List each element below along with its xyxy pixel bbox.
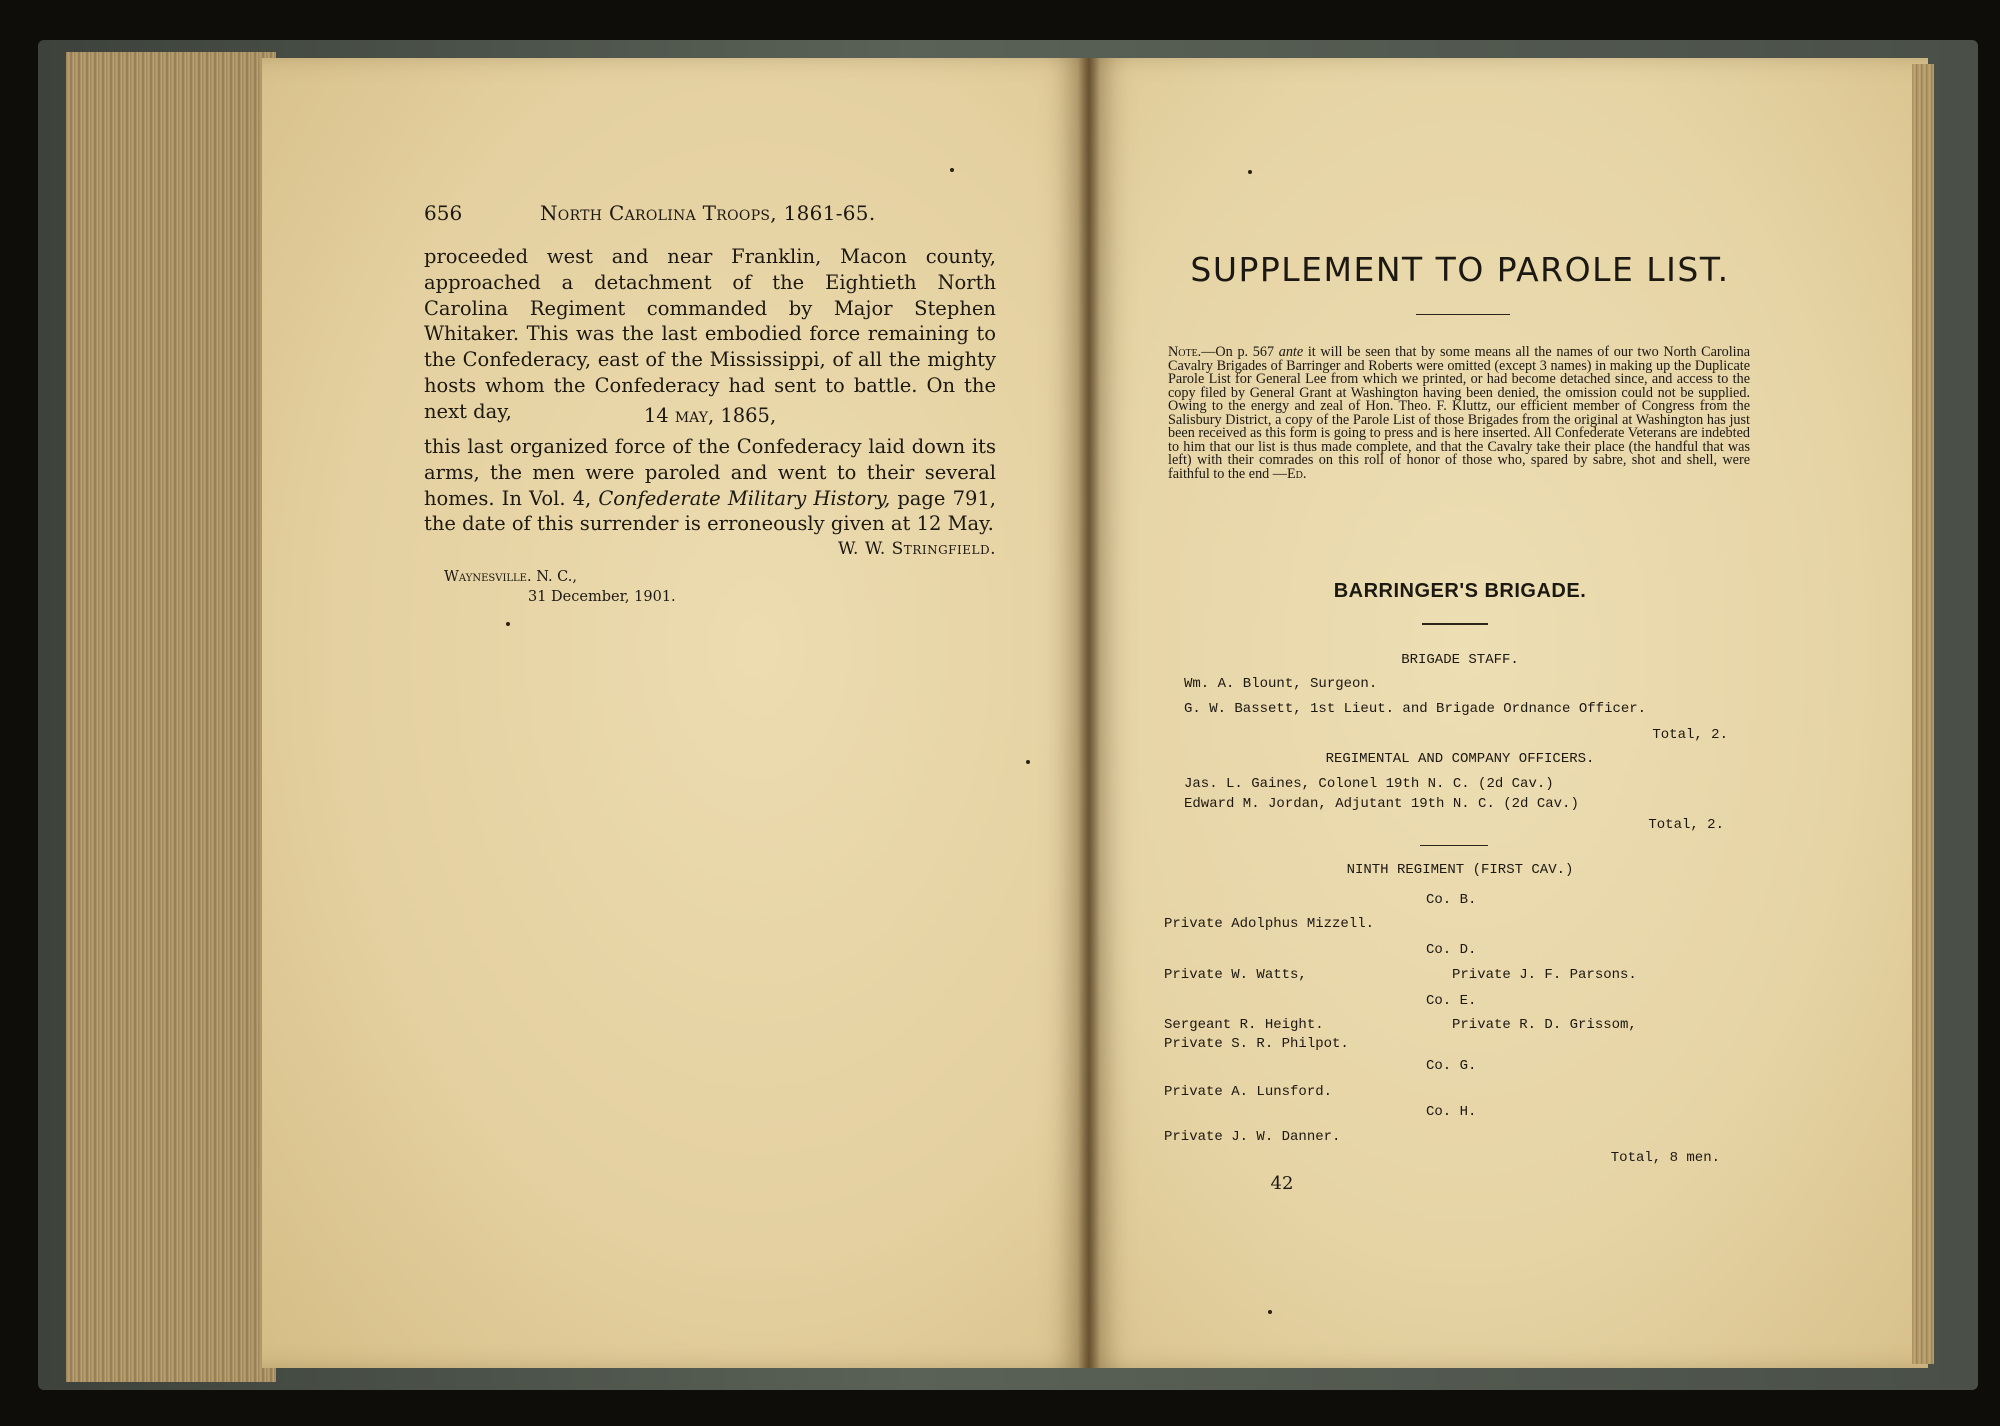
staff-line-2: G. W. Bassett, 1st Lieut. and Brigade Ordnance Officer. [1184, 701, 1647, 717]
co-b-private: Private Adolphus Mizzell. [1164, 916, 1375, 932]
left-paragraph-1: proceeded west and near Franklin, Macon county, approached a detachment of the Eightieth North Carolina Regiment commanded by Major Stephen Whitaker. This was the last embodied force remaining to the Confederacy, east of the Mississippi, of all the mighty hosts whom the Confederacy had sent to battle. On the next day, [424, 245, 996, 423]
note-label: Note. [1168, 344, 1202, 360]
ninth-regiment-heading: NINTH REGIMENT (FIRST CAV.) [1346, 862, 1574, 878]
paragraph-2-text-end: page 791, the date of this surrender is erroneously given at 12 May. [424, 486, 997, 536]
note-text-1: —On p. 567 [1201, 344, 1279, 360]
co-e-sergeant: Sergeant R. Height. [1164, 1017, 1324, 1033]
paragraph-2-text: this last organized force of the Confederacy laid down its arms, the men were paroled and went to their several homes. In Vol. 4, [424, 435, 996, 510]
left-paragraph-2 [424, 434, 996, 537]
ink-speck [950, 168, 954, 172]
signature: W. W. Stringfield. [838, 539, 996, 559]
signature-place: Waynesville. N. C., [444, 569, 577, 585]
title-rule [1416, 314, 1510, 315]
regiment-rule [1420, 845, 1488, 846]
co-e-private-left: Private S. R. Philpot. [1164, 1036, 1349, 1052]
co-d-private-left: Private W. Watts, [1164, 967, 1307, 983]
regimental-line-2: Edward M. Jordan, Adjutant 19th N. C. (2d Cav.) [1184, 796, 1579, 812]
ink-speck [1248, 170, 1252, 174]
date-line: 14 may, 1865, [643, 404, 777, 427]
running-title: North Carolina Troops, 1861-65. [540, 201, 876, 225]
regimental-total: Total, 2. [1648, 817, 1724, 833]
right-page-edges [1912, 64, 1934, 1364]
left-page-number: 656 [424, 201, 463, 225]
co-d-label: Co. D. [1426, 942, 1477, 958]
ink-speck [506, 622, 510, 626]
brigade-title: BARRINGER'S BRIGADE. [1333, 580, 1587, 602]
co-g-private: Private A. Lunsford. [1164, 1084, 1333, 1100]
ninth-total: Total, 8 men. [1610, 1150, 1720, 1166]
co-d-private-right: Private J. F. Parsons. [1452, 967, 1637, 983]
brigade-staff-heading: BRIGADE STAFF. [1401, 652, 1519, 668]
regimental-heading: REGIMENTAL AND COMPANY OFFICERS. [1325, 751, 1595, 767]
staff-line-1: Wm. A. Blount, Surgeon. [1184, 676, 1378, 692]
staff-total: Total, 2. [1652, 727, 1728, 743]
editor-note [1168, 346, 1750, 481]
ink-speck [1268, 1310, 1272, 1314]
regimental-line-1: Jas. L. Gaines, Colonel 19th N. C. (2d Cav.) [1184, 776, 1554, 792]
paragraph-2-italic: Confederate Military History, [598, 486, 891, 510]
book-gutter [1078, 58, 1100, 1368]
co-h-private: Private J. W. Danner. [1164, 1129, 1341, 1145]
left-page-edges [66, 52, 276, 1382]
note-end: Ed. [1287, 465, 1307, 482]
co-b-label: Co. B. [1426, 892, 1477, 908]
signature-date: 31 December, 1901. [528, 589, 676, 605]
right-page-number: 42 [1270, 1173, 1294, 1194]
co-e-label: Co. E. [1426, 993, 1477, 1009]
co-g-label: Co. G. [1426, 1058, 1477, 1074]
co-e-private-right: Private R. D. Grissom, [1452, 1017, 1637, 1033]
note-text-2: it will be seen that by some means all the names of our two North Carolina Cavalry Brigades of Barringer and Roberts were omitted (except 3 names) in making up the Duplicate Parole List for General Lee from which we printed, or had become detached since, and access to the copy filed by General Grant at Washington having been denied, the omission could not be supplied. Owing to the energy and zeal of Hon. Theo. F. Kluttz, our efficient member of Congress from the Salisbury District, a copy of the Parole List of those Brigades from the original at Washington has just been received as this form is going to press and is here inserted. All Confederate Veterans are indebted to him that our list is thus made complete, and that the Cavalry take their place (the handful that was left) with their comrades on this roll of honor of those who, spared by sabre, shot and shell, were faithful to the end — [1168, 344, 1750, 482]
supplement-title: SUPPLEMENT TO PAROLE LIST. [1190, 250, 1730, 289]
running-head [424, 198, 894, 228]
brigade-rule [1422, 623, 1488, 625]
co-h-label: Co. H. [1426, 1104, 1477, 1120]
note-italic: ante [1278, 344, 1304, 360]
ink-speck [1026, 760, 1030, 764]
